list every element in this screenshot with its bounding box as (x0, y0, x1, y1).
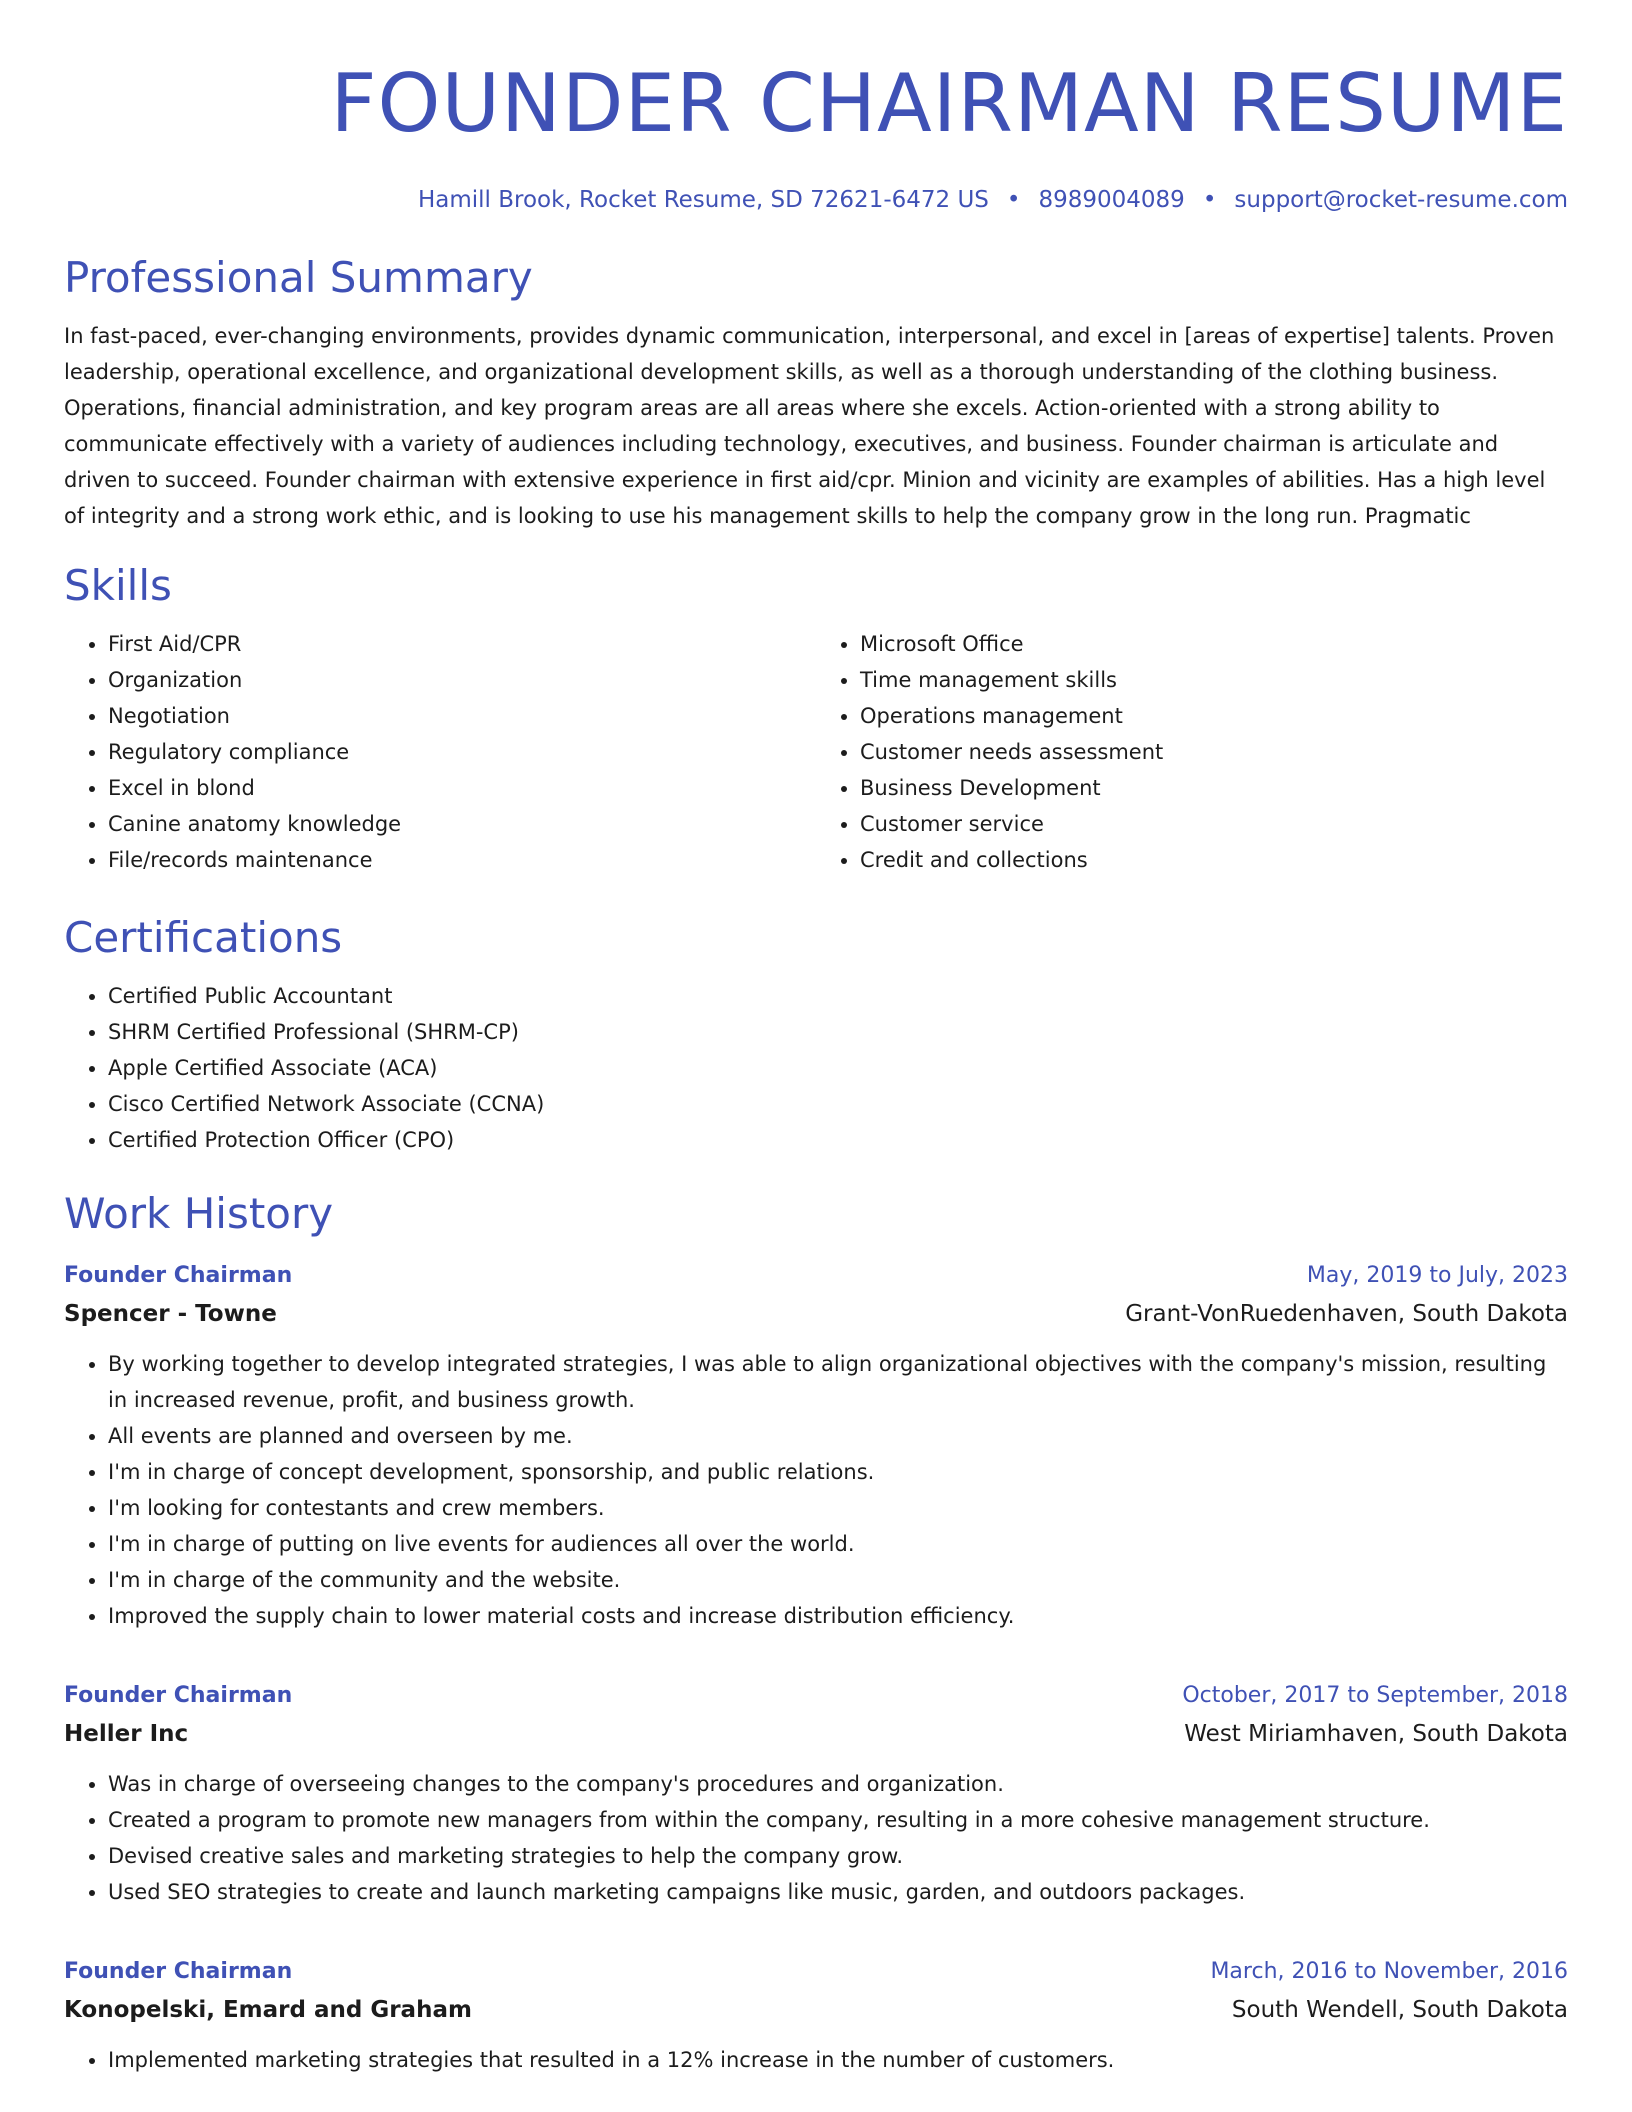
contact-address: Hamill Brook, Rocket Resume, SD 72621-6472 US (417, 187, 989, 213)
job-employer-row (64, 1990, 1568, 2030)
skill-item: • First Aid/CPR (108, 626, 816, 662)
certification-item: • Certified Protection Officer (CPO) (108, 1122, 1568, 1158)
job-bullet: • By working together to develop integrated strategies, I was able to align organizational objectives with the company's mission, resulting in increased revenue, profit, and business growth. (108, 1346, 1568, 1418)
skill-item: • Operations management (860, 698, 1568, 734)
certification-item: • Certified Public Accountant (108, 978, 1568, 1014)
skills-list-right (816, 626, 1568, 878)
job-entry (64, 1258, 1568, 1634)
job-bullet: • I'm looking for contestants and crew members. (108, 1490, 1568, 1526)
skill-item: • Customer needs assessment (860, 734, 1568, 770)
job-bullet: • Improved the supply chain to lower material costs and increase distribution efficiency. (108, 1598, 1568, 1634)
job-bullet: • Created a program to promote new managers from within the company, resulting in a more cohesive management structure. (108, 1802, 1568, 1838)
work-history-heading: Work History (64, 1189, 334, 1238)
skill-item: • Regulatory compliance (108, 734, 816, 770)
certifications-list (64, 978, 1568, 1158)
skill-item: • Excel in blond (108, 770, 816, 806)
skills-list-left (64, 626, 816, 878)
job-dates: March, 2016 to November, 2016 (1210, 1959, 1568, 1984)
job-bullets (64, 1766, 1568, 1910)
job-bullets (64, 2042, 1568, 2078)
summary-heading: Professional Summary (64, 253, 533, 302)
job-entry (64, 1678, 1568, 1910)
skill-item: • Business Development (860, 770, 1568, 806)
job-dates: October, 2017 to September, 2018 (1182, 1683, 1568, 1708)
job-employer: Spencer - Towne (64, 1301, 277, 1327)
certification-item: • Cisco Certified Network Associate (CCNA) (108, 1086, 1568, 1122)
contact-phone: 8989004089 (1038, 187, 1185, 213)
skill-item: • Negotiation (108, 698, 816, 734)
skill-item: • Time management skills (860, 662, 1568, 698)
job-header-row (64, 1954, 1568, 1990)
job-bullet: • I'm in charge of the community and the website. (108, 1562, 1568, 1598)
job-bullet: • I'm in charge of putting on live events for audiences all over the world. (108, 1526, 1568, 1562)
job-bullet: • Was in charge of overseeing changes to the company's procedures and organization. (108, 1766, 1568, 1802)
job-employer-row (64, 1294, 1568, 1334)
skill-item: • File/records maintenance (108, 842, 816, 878)
skill-item: • Credit and collections (860, 842, 1568, 878)
job-title: Founder Chairman (64, 1683, 293, 1708)
job-title: Founder Chairman (64, 1959, 293, 1984)
job-entry (64, 1954, 1568, 2078)
certifications-heading: Certifications (64, 913, 343, 962)
contact-line (64, 184, 1568, 216)
job-bullet: • I'm in charge of concept development, sponsorship, and public relations. (108, 1454, 1568, 1490)
job-bullet: • Devised creative sales and marketing strategies to help the company grow. (108, 1838, 1568, 1874)
job-bullets (64, 1346, 1568, 1634)
skill-item: • Customer service (860, 806, 1568, 842)
job-bullet: • Used SEO strategies to create and launch marketing campaigns like music, garden, and outdoors packages. (108, 1874, 1568, 1910)
job-title: Founder Chairman (64, 1263, 293, 1288)
job-location: South Wendell, South Dakota (1231, 1997, 1568, 2023)
skills-heading: Skills (64, 561, 172, 610)
skill-item: • Microsoft Office (860, 626, 1568, 662)
skills-columns (64, 626, 1568, 878)
certification-item: • Apple Certified Associate (ACA) (108, 1050, 1568, 1086)
contact-separator: • (1006, 187, 1021, 213)
skill-item: • Canine anatomy knowledge (108, 806, 816, 842)
job-bullet: • All events are planned and overseen by me. (108, 1418, 1568, 1454)
contact-separator: • (1202, 187, 1217, 213)
summary-text: In fast-paced, ever-changing environments, provides dynamic communication, interpersonal, and excel in [areas of expertise] talents. Proven leadership, operational excellence, and organizational development skills, as well as a thorough understanding of the clothing business. Operations, financial administration, and key program areas are all areas where she excels. Action-oriented with a strong ability to communicate effectively with a variety of audiences including technology, executives, and business. Founder chairman is articulate and driven to succeed. Founder chairman with extensive experience in first aid/cpr. Minion and vicinity are examples of abilities. Has a high level of integrity and a strong work ethic, and is looking to use his management skills to help the company grow in the long run. Pragmatic (64, 324, 1555, 528)
job-employer-row (64, 1714, 1568, 1754)
skill-item: • Organization (108, 662, 816, 698)
job-location: Grant-VonRuedenhaven, South Dakota (1125, 1301, 1568, 1327)
job-header-row (64, 1678, 1568, 1714)
job-bullet: • Implemented marketing strategies that resulted in a 12% increase in the number of customers. (108, 2042, 1568, 2078)
certification-item: • SHRM Certified Professional (SHRM-CP) (108, 1014, 1568, 1050)
job-location: West Miriamhaven, South Dakota (1184, 1721, 1568, 1747)
job-header-row (64, 1258, 1568, 1294)
resume-title: FOUNDER CHAIRMAN RESUME (330, 57, 1568, 150)
contact-email: support@rocket-resume.com (1234, 187, 1568, 213)
job-employer: Konopelski, Emard and Graham (64, 1997, 472, 2023)
job-dates: May, 2019 to July, 2023 (1306, 1263, 1568, 1288)
job-employer: Heller Inc (64, 1721, 189, 1747)
